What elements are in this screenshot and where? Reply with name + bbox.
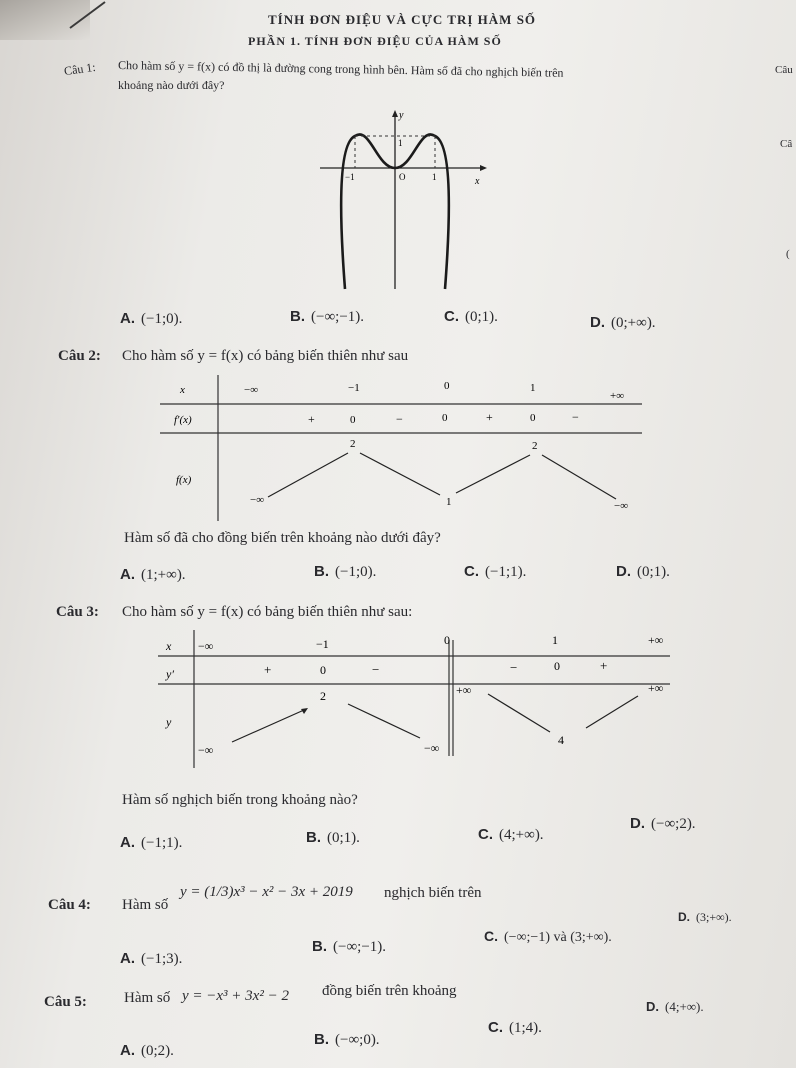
- table-x-label: x: [180, 384, 185, 396]
- q1-text-line2: khoảng nào dưới đây?: [118, 78, 225, 92]
- yp-sign: +: [600, 658, 608, 673]
- q1-option-b[interactable]: B. (−∞;−1).: [290, 308, 365, 325]
- q3-option-b[interactable]: B. (0;1).: [306, 829, 360, 846]
- fold-line: [60, 0, 120, 30]
- q5-formula: y = −x³ + 3x² − 2: [182, 988, 289, 1004]
- y-value: −∞: [424, 741, 440, 755]
- margin-fragment: Câu: [775, 64, 793, 76]
- x-value: 0: [444, 633, 450, 647]
- q4-formula: y = (1/3)x³ − x² − 3x + 2019: [180, 884, 353, 900]
- q3-variation-table: [158, 630, 678, 772]
- fp-sign: +: [486, 410, 493, 424]
- x-value: 1: [530, 382, 536, 394]
- page-title: TÍNH ĐƠN ĐIỆU VÀ CỰC TRỊ HÀM SỐ: [268, 12, 537, 27]
- fp-sign: +: [308, 412, 315, 426]
- q2-option-b[interactable]: B. (−1;0).: [314, 563, 377, 580]
- q3-option-d[interactable]: D. (−∞;2).: [630, 815, 696, 832]
- fp-value: 0: [442, 412, 448, 424]
- table-y-label: y: [166, 715, 172, 729]
- table-f-label: f(x): [176, 474, 192, 486]
- fp-value: 0: [350, 414, 356, 426]
- yp-sign: +: [264, 662, 272, 677]
- yp-sign: −: [372, 662, 380, 677]
- q5-option-b[interactable]: B. (−∞;0).: [314, 1031, 380, 1048]
- f-value: 2: [350, 438, 356, 450]
- q4-text-pre: Hàm số: [122, 897, 169, 913]
- q1-option-d[interactable]: D. (0;+∞).: [590, 314, 656, 331]
- q1-graph: [315, 104, 495, 294]
- graph-y-label: y: [399, 110, 404, 121]
- x-value: +∞: [648, 633, 664, 647]
- section-title: PHẦN 1. TÍNH ĐƠN ĐIỆU CỦA HÀM SỐ: [248, 34, 502, 48]
- q2-option-a[interactable]: A. (1;+∞).: [120, 566, 186, 583]
- q3-question: Hàm số nghịch biến trong khoảng nào?: [122, 792, 358, 808]
- graph-y-tick: 1: [398, 138, 403, 148]
- q5-option-a[interactable]: A. (0;2).: [120, 1042, 174, 1059]
- graph-tick-neg1: −1: [345, 172, 355, 182]
- q2-option-c[interactable]: C. (−1;1).: [464, 563, 527, 580]
- y-value: 2: [320, 689, 326, 703]
- x-value: +∞: [610, 390, 625, 402]
- q2-option-d[interactable]: D. (0;1).: [616, 563, 670, 580]
- q3-label: Câu 3:: [56, 604, 99, 620]
- q3-text: Cho hàm số y = f(x) có bảng biến thiên như sau:: [122, 604, 413, 620]
- margin-fragment: Câ: [780, 138, 793, 150]
- x-value: −1: [316, 637, 329, 651]
- q5-label: Câu 5:: [44, 994, 87, 1010]
- fp-sign: −: [396, 412, 403, 426]
- q5-text-post: đồng biến trên khoảng: [322, 983, 457, 999]
- table-fp-label: f′(x): [174, 414, 192, 426]
- q2-label: Câu 2:: [58, 348, 101, 364]
- q2-variation-table: [160, 375, 650, 523]
- q5-text-pre: Hàm số: [124, 990, 171, 1006]
- yp-value: 0: [320, 663, 326, 677]
- q5-option-c[interactable]: C. (1;4).: [488, 1019, 542, 1036]
- graph-tick-1: 1: [432, 172, 437, 182]
- x-value: −∞: [244, 384, 259, 396]
- q4-option-c[interactable]: C. (−∞;−1) và (3;+∞).: [484, 928, 612, 945]
- x-value: 0: [444, 380, 450, 392]
- y-value: −∞: [198, 743, 214, 757]
- x-value: 1: [552, 633, 558, 647]
- q1-label: Câu 1:: [63, 59, 97, 79]
- x-value: −1: [348, 382, 360, 394]
- table-x-label: x: [166, 639, 172, 653]
- f-value: 2: [532, 440, 538, 452]
- q1-option-c[interactable]: C. (0;1).: [444, 308, 498, 325]
- q3-option-c[interactable]: C. (4;+∞).: [478, 826, 544, 843]
- f-value: −∞: [250, 494, 265, 506]
- y-value: +∞: [648, 681, 664, 695]
- graph-x-label: x: [475, 176, 480, 187]
- q4-text-post: nghịch biến trên: [384, 885, 482, 901]
- q4-option-b[interactable]: B. (−∞;−1).: [312, 938, 387, 955]
- q3-option-a[interactable]: A. (−1;1).: [120, 834, 183, 851]
- q1-option-a[interactable]: A. (−1;0).: [120, 310, 183, 327]
- f-value: 1: [446, 496, 452, 508]
- y-value: 4: [558, 733, 564, 747]
- q5-option-d[interactable]: D. (4;+∞).: [646, 999, 704, 1014]
- q2-text: Cho hàm số y = f(x) có bảng biến thiên như sau: [122, 348, 409, 364]
- fp-sign: −: [572, 410, 579, 424]
- q4-option-d[interactable]: D. (3;+∞).: [678, 910, 732, 924]
- x-value: −∞: [198, 639, 214, 653]
- f-value: −∞: [614, 500, 629, 512]
- margin-fragment: (: [786, 248, 790, 260]
- y-value: +∞: [456, 683, 472, 697]
- q4-option-a[interactable]: A. (−1;3).: [120, 950, 183, 967]
- yp-value: 0: [554, 659, 560, 673]
- fp-value: 0: [530, 412, 536, 424]
- q4-label: Câu 4:: [48, 897, 91, 913]
- yp-sign: −: [510, 660, 518, 675]
- table-yp-label: y′: [166, 667, 174, 681]
- graph-origin: O: [399, 172, 406, 182]
- q1-text-line1: Cho hàm số y = f(x) có đồ thị là đường cong trong hình bên. Hàm số đã cho nghịch biến trên: [117, 58, 564, 80]
- q2-question: Hàm số đã cho đồng biến trên khoảng nào dưới đây?: [124, 530, 441, 546]
